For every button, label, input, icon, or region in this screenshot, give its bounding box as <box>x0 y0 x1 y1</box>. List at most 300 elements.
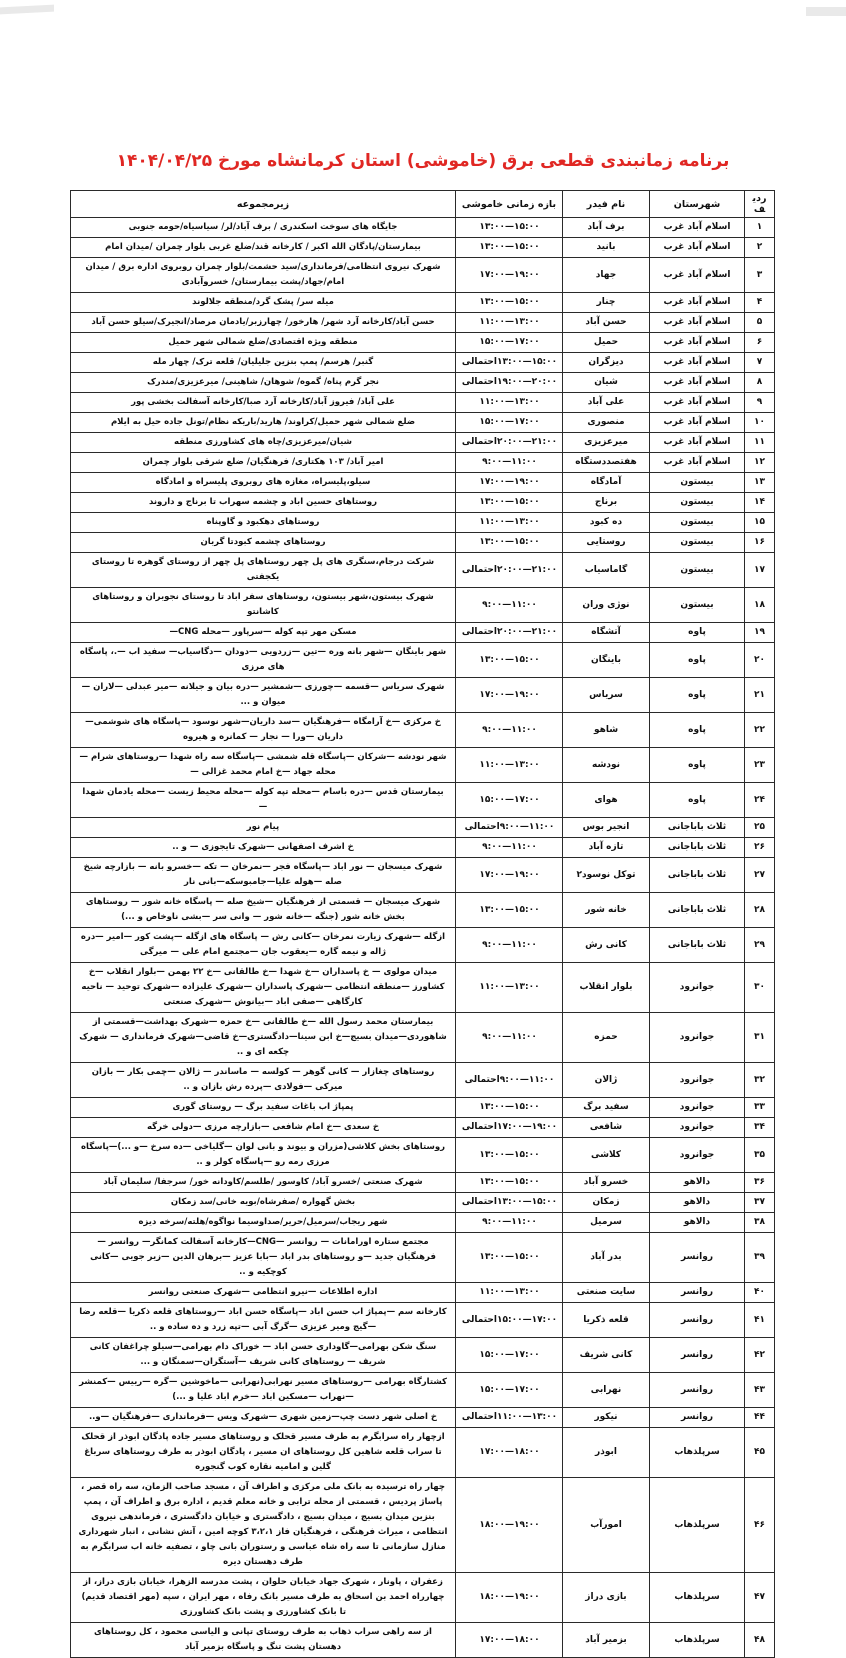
cell-row-number: ۲۲ <box>745 713 775 748</box>
cell-feeder: بدر آباد <box>563 1233 650 1283</box>
cell-feeder: بانید <box>563 238 650 258</box>
cell-time <box>456 1573 563 1623</box>
cell-areas: روستاهای دهکبود و گاوپناه <box>71 513 456 533</box>
cell-feeder: نیکور <box>563 1408 650 1428</box>
time-range: ۱۳:۰۰—۱۵:۰۰ <box>479 497 540 507</box>
cell-areas: شیان/میرعزیزی/چاه های کشاورزی منطقه <box>71 433 456 453</box>
table-row <box>71 238 775 258</box>
cell-areas: شهرک صنعتی /خسرو آباد/ کاوسور /طلسم/کاودانه خور/ سرجفا/ سلیمان آباد <box>71 1173 456 1193</box>
time-range: ۱۱:۰۰—۱۳:۰۰ <box>479 517 540 527</box>
cell-areas: بخش گهواره /صفرشاه/بویه خانی/سد زمکان <box>71 1193 456 1213</box>
cell-county: ثلاث باباجانی <box>650 818 745 838</box>
time-range: ۹:۰۰—۱۱:۰۰ <box>482 724 537 735</box>
cell-feeder: شافعی <box>563 1118 650 1138</box>
cell-feeder: هوای <box>563 783 650 818</box>
cell-time <box>456 818 563 838</box>
cell-feeder: قلعه ذکریا <box>563 1303 650 1338</box>
cell-row-number: ۴۸ <box>745 1623 775 1658</box>
time-range: ۱۷:۰۰—۱۹:۰۰ <box>479 477 540 487</box>
time-range: ۱۳:۰۰—۱۵:۰۰ <box>479 904 540 915</box>
time-note: احتمالی <box>464 822 500 832</box>
time-range: ۹:۰۰—۱۱:۰۰ <box>482 939 537 950</box>
cell-feeder: روستایی <box>563 533 650 553</box>
cell-row-number: ۴۰ <box>745 1283 775 1303</box>
cell-areas: حسن آباد/کارخانه آرد شهر/ هارخور/ چهارزبر/یادمان مرصاد/انجیرک/سیلو حسن آباد <box>71 313 456 333</box>
cell-areas: کشتارگاه بهرامی —روستاهای مسیر نهرابی(نهرابی —ماخوشین —گره —رییس —کمنشر —نهراب —مسکین اباد —خرم اباد علیا و ...) <box>71 1373 456 1408</box>
col-header-areas: زیرمجموعه <box>71 191 456 218</box>
time-range: ۹:۰۰—۱۱:۰۰ <box>482 842 537 852</box>
col-header-row-number: ردیف <box>745 191 775 218</box>
cell-areas: سیلو،پلیسراه، مغازه های روبروی پلیسراه و امادگاه <box>71 473 456 493</box>
table-row <box>71 513 775 533</box>
cell-county: اسلام آباد غرب <box>650 373 745 393</box>
cell-county: جوانرود <box>650 1098 745 1118</box>
cell-county: روانسر <box>650 1283 745 1303</box>
cell-row-number: ۳۴ <box>745 1118 775 1138</box>
table-row <box>71 1373 775 1408</box>
table-row <box>71 588 775 623</box>
cell-row-number: ۲۳ <box>745 748 775 783</box>
cell-county: سرپلذهاب <box>650 1573 745 1623</box>
table-row <box>71 1213 775 1233</box>
cell-row-number: ۸ <box>745 373 775 393</box>
table-row <box>71 1098 775 1118</box>
time-note: احتمالی <box>461 377 497 387</box>
cell-row-number: ۲۷ <box>745 858 775 893</box>
cell-county: اسلام آباد غرب <box>650 258 745 293</box>
cell-areas: شهرک سریاس —قسمه —چورزی —شمشیر —دره بیان و جیلانه —میر عبدلی —لاران —میوان و ... <box>71 678 456 713</box>
time-range: ۱۵:۰۰—۱۷:۰۰ <box>479 1349 540 1360</box>
cell-county: پاوه <box>650 713 745 748</box>
cell-time <box>456 1478 563 1573</box>
cell-county: ثلاث باباجانی <box>650 838 745 858</box>
cell-time <box>456 1098 563 1118</box>
cell-areas: روستاهای حسین اباد و چشمه سهراب تا برناج و داروند <box>71 493 456 513</box>
time-note: احتمالی <box>461 1197 497 1207</box>
cell-feeder: میرعزیزی <box>563 433 650 453</box>
cell-time <box>456 493 563 513</box>
cell-areas: شرکت درجام،سنگری های پل چهر روستاهای پل چهر از روستای گوهره تا روستای یکجفتی <box>71 553 456 588</box>
cell-areas: میله سر/ پشک گرد/منطقه جلالوند <box>71 293 456 313</box>
cell-time <box>456 238 563 258</box>
cell-county: اسلام آباد غرب <box>650 293 745 313</box>
time-range: ۱۱:۰۰—۱۳:۰۰ <box>479 982 540 992</box>
cell-row-number: ۳۸ <box>745 1213 775 1233</box>
cell-feeder: باینگان <box>563 643 650 678</box>
col-header-feeder: نام فیدر <box>563 191 650 218</box>
cell-feeder: آمادگاه <box>563 473 650 493</box>
cell-county: جوانرود <box>650 1138 745 1173</box>
cell-county: روانسر <box>650 1303 745 1338</box>
cell-feeder: علی آباد <box>563 393 650 413</box>
cell-areas: روستاهای چغازار — کانی گوهر — کولسه — ماساندر — ژالان —چمی بکار — بازان میرکی —فولادی —پرده رش بازان و .. <box>71 1063 456 1098</box>
cell-areas: شهرک میسجان — نور اباد —پاسگاه فجر —نمرخان — تکه —خسرو بانه — بازارچه شیخ صله —هوله علیا—جامبوسکه—بانی نار <box>71 858 456 893</box>
cell-county: دالاهو <box>650 1173 745 1193</box>
cell-areas: ضلع شمالی شهر حمیل/کراوند/ هارید/باریکه نظام/تونل جاده حیل به ایلام <box>71 413 456 433</box>
cell-feeder: سایت صنعتی <box>563 1283 650 1303</box>
cell-row-number: ۳۰ <box>745 963 775 1013</box>
cell-row-number: ۵ <box>745 313 775 333</box>
col-header-time: بازه زمانی خاموشی <box>456 191 563 218</box>
cell-areas: از سه راهی سراب ذهاب به طرف روستای تپانی و الیاسی محمود ، کل روستاهای دهستان پشت تنگ و پاسگاه بزمیر آباد <box>71 1623 456 1658</box>
time-range: ۱۳:۰۰—۱۵:۰۰ <box>497 1197 558 1207</box>
time-range: ۱۱:۰۰—۱۳:۰۰ <box>479 317 540 327</box>
cell-row-number: ۳۶ <box>745 1173 775 1193</box>
time-range: ۱۵:۰۰—۱۷:۰۰ <box>497 1314 558 1325</box>
cell-feeder: حسن آباد <box>563 313 650 333</box>
cell-row-number: ۱۲ <box>745 453 775 473</box>
cell-row-number: ۴۱ <box>745 1303 775 1338</box>
time-range: ۱۷:۰۰—۱۹:۰۰ <box>479 269 540 280</box>
cell-county: دالاهو <box>650 1213 745 1233</box>
time-range: ۲۰:۰۰—۲۱:۰۰ <box>497 437 558 447</box>
cell-feeder: بلوار انقلاب <box>563 963 650 1013</box>
cell-county: جوانرود <box>650 1063 745 1098</box>
cell-row-number: ۴۷ <box>745 1573 775 1623</box>
time-range: ۱۳:۰۰—۱۵:۰۰ <box>479 654 540 665</box>
cell-row-number: ۱۳ <box>745 473 775 493</box>
cell-areas: پمپاژ اب باغات سفید برگ — روستای گوری <box>71 1098 456 1118</box>
cell-row-number: ۳۵ <box>745 1138 775 1173</box>
cell-row-number: ۳۳ <box>745 1098 775 1118</box>
cell-time <box>456 258 563 293</box>
cell-row-number: ۲۴ <box>745 783 775 818</box>
table-row <box>71 713 775 748</box>
table-row <box>71 838 775 858</box>
cell-feeder: چنار <box>563 293 650 313</box>
cell-areas: منطقه ویژه اقتصادی/ضلع شمالی شهر حمیل <box>71 333 456 353</box>
time-range: ۱۳:۰۰—۱۵:۰۰ <box>479 1177 540 1187</box>
table-row <box>71 1138 775 1173</box>
cell-row-number: ۱۷ <box>745 553 775 588</box>
cell-areas: شهرک نیروی انتظامی/فرمانداری/سید حشمت/بلوار چمران روبروی اداره برق / میدان امام/جهاد/پشت بیمارستان/ خسروآبادی <box>71 258 456 293</box>
cell-areas: کارخانه سم —پمپاژ اب حسن اباد —پاسگاه حسن اباد —روستاهای قلعه ذکریا —قلعه رضا —گیج ومیر عزیزی —گرگ آبی —تپه زرد و ده ساده و .. <box>71 1303 456 1338</box>
cell-county: جوانرود <box>650 963 745 1013</box>
cell-row-number: ۳۲ <box>745 1063 775 1098</box>
cell-row-number: ۲۸ <box>745 893 775 928</box>
cell-feeder: کانی رش <box>563 928 650 963</box>
cell-feeder: شیان <box>563 373 650 393</box>
cell-time <box>456 748 563 783</box>
col-header-county: شهرستان <box>650 191 745 218</box>
table-row <box>71 678 775 713</box>
cell-feeder: هفتصددستگاه <box>563 453 650 473</box>
time-note: احتمالی <box>461 1412 497 1422</box>
time-range: ۲۰:۰۰—۲۱:۰۰ <box>497 627 558 637</box>
cell-time <box>456 373 563 393</box>
time-range: ۱۸:۰۰—۱۹:۰۰ <box>479 1519 540 1530</box>
table-row <box>71 553 775 588</box>
cell-county: اسلام آباد غرب <box>650 393 745 413</box>
cell-feeder: خسرو آباد <box>563 1173 650 1193</box>
time-range: ۱۷:۰۰—۱۹:۰۰ <box>497 1122 558 1132</box>
table-row <box>71 1118 775 1138</box>
cell-feeder: برف آباد <box>563 218 650 238</box>
cell-time <box>456 1193 563 1213</box>
table-row <box>71 1428 775 1478</box>
cell-feeder: امورآب <box>563 1478 650 1573</box>
time-note: احتمالی <box>461 564 497 575</box>
cell-areas: زعفران ، پاونار ، شهرک جهاد خیابان حلوان ، پشت مدرسه الزهرا، خیابان بازی دراز، از چهارراه احمد بن اسحاق به طرف مسیر بانک رفاه ، مهر ایران ، سپه (مهر اقتصاد قدیم) تا بانک کشاورزی و پشت بانک کشاورزی <box>71 1573 456 1623</box>
scan-artifact-top-right <box>806 7 846 16</box>
cell-areas: شهر ریجاب/سرمیل/حریر/صداوسیما نواگوه/هلته/سرخه دیزه <box>71 1213 456 1233</box>
time-range: ۱۳:۰۰—۱۵:۰۰ <box>479 1149 540 1160</box>
time-range: ۱۱:۰۰—۱۳:۰۰ <box>479 759 540 770</box>
table-row <box>71 373 775 393</box>
table-row <box>71 353 775 373</box>
time-range: ۱۳:۰۰—۱۵:۰۰ <box>479 1252 540 1262</box>
cell-time <box>456 1118 563 1138</box>
cell-time <box>456 513 563 533</box>
cell-row-number: ۳۹ <box>745 1233 775 1283</box>
time-note: احتمالی <box>464 1074 500 1085</box>
time-range: ۱۳:۰۰—۱۵:۰۰ <box>479 537 540 547</box>
time-note: احتمالی <box>461 437 497 447</box>
cell-county: سرپلذهاب <box>650 1478 745 1573</box>
cell-areas: خ مرکزی —خ آرامگاه —فرهنگیان —سد داریان—شهر نوسود —پاسگاه های شوشمی—داریان —ورا — نجار — کمانره و هیروه <box>71 713 456 748</box>
cell-time <box>456 1303 563 1338</box>
cell-county: پاوه <box>650 643 745 678</box>
table-row <box>71 1193 775 1213</box>
cell-county: سرپلذهاب <box>650 1428 745 1478</box>
table-body <box>71 218 775 1658</box>
cell-county: بیستون <box>650 493 745 513</box>
table-row <box>71 1233 775 1283</box>
table-row <box>71 493 775 513</box>
cell-feeder: نودشه <box>563 748 650 783</box>
cell-county: پاوه <box>650 678 745 713</box>
cell-time <box>456 533 563 553</box>
table-row <box>71 218 775 238</box>
cell-time <box>456 393 563 413</box>
cell-row-number: ۱ <box>745 218 775 238</box>
time-range: ۱۳:۰۰—۱۵:۰۰ <box>479 242 540 252</box>
cell-areas: مجتمع ستاره اورامانات — روانسر —CNG—کارخانه آسفالت کمانگر— روانسر — فرهنگیان جدید —و روستاهای بدر اباد —بابا عزیز —برهان الدین —زیر جویی —کانی کوچکیه و .. <box>71 1233 456 1283</box>
cell-areas: روستاهای بخش کلاشی(مزران و بیوند و بانی لوان —گلیاخی —ده سرخ —و ...)—پاسگاه مرزی رمه رو —پاسگاه کولر و .. <box>71 1138 456 1173</box>
table-row <box>71 293 775 313</box>
table-row <box>71 643 775 678</box>
cell-time <box>456 353 563 373</box>
table-row <box>71 623 775 643</box>
cell-feeder: نهرابی <box>563 1373 650 1408</box>
time-range: ۱۷:۰۰—۱۹:۰۰ <box>479 689 540 700</box>
cell-feeder: توکل نوسود۲ <box>563 858 650 893</box>
table-row <box>71 413 775 433</box>
time-range: ۱۵:۰۰—۱۷:۰۰ <box>479 337 540 347</box>
table-row <box>71 1303 775 1338</box>
time-range: ۱۳:۰۰—۱۵:۰۰ <box>479 222 540 232</box>
cell-feeder: بازی دراز <box>563 1573 650 1623</box>
time-note: احتمالی <box>461 357 497 367</box>
cell-feeder: خانه شور <box>563 893 650 928</box>
cell-county: پاوه <box>650 623 745 643</box>
cell-areas: امیر آباد/ ۱۰۳ هکتاری/ فرهنگیان/ ضلع شرقی بلوار چمران <box>71 453 456 473</box>
time-range: ۱۵:۰۰—۱۷:۰۰ <box>479 1384 540 1395</box>
page-title: برنامه زمانبندی قطعی برق (خاموشی) استان کرمانشاه مورخ ۱۴۰۴/۰۴/۲۵ <box>116 151 730 171</box>
cell-time <box>456 333 563 353</box>
cell-feeder: حمزه <box>563 1013 650 1063</box>
cell-feeder: جهاد <box>563 258 650 293</box>
cell-time <box>456 1373 563 1408</box>
cell-row-number: ۱۵ <box>745 513 775 533</box>
cell-county: پاوه <box>650 783 745 818</box>
cell-county: ثلاث باباجانی <box>650 893 745 928</box>
cell-time <box>456 1233 563 1283</box>
cell-feeder: سریاس <box>563 678 650 713</box>
cell-areas: پیام نور <box>71 818 456 838</box>
cell-areas: خ اشرف اصفهانی —شهرک تایجوزی — و .. <box>71 838 456 858</box>
time-range: ۹:۰۰—۱۱:۰۰ <box>482 1032 537 1042</box>
cell-feeder: کلاشی <box>563 1138 650 1173</box>
cell-row-number: ۳۱ <box>745 1013 775 1063</box>
cell-areas: اداره اطلاعات —نیرو انتظامی —شهرک صنعتی روانسر <box>71 1283 456 1303</box>
cell-row-number: ۱۸ <box>745 588 775 623</box>
cell-county: اسلام آباد غرب <box>650 453 745 473</box>
cell-row-number: ۲۵ <box>745 818 775 838</box>
time-note: احتمالی <box>461 1314 497 1325</box>
cell-time <box>456 678 563 713</box>
cell-county: بیستون <box>650 473 745 493</box>
cell-time <box>456 553 563 588</box>
table-row <box>71 818 775 838</box>
cell-row-number: ۱۶ <box>745 533 775 553</box>
table-row <box>71 928 775 963</box>
cell-feeder: برناج <box>563 493 650 513</box>
cell-county: جوانرود <box>650 1013 745 1063</box>
time-note: احتمالی <box>461 1122 497 1132</box>
cell-time <box>456 413 563 433</box>
cell-feeder: زمکان <box>563 1193 650 1213</box>
cell-time <box>456 838 563 858</box>
cell-feeder: ده کبود <box>563 513 650 533</box>
table-row <box>71 1283 775 1303</box>
cell-row-number: ۴۴ <box>745 1408 775 1428</box>
outage-schedule-table <box>70 190 775 1658</box>
cell-county: ثلاث باباجانی <box>650 858 745 893</box>
cell-areas: شهر باینگان —شهر بانه وره —تین —زردویی —دودان —دگاسیاب— سفید اب —.، پاسگاه های مرزی <box>71 643 456 678</box>
cell-areas: نجر گرم پناه/ گموه/ شوهان/ شاهینی/ میرعزیزی/مندرک <box>71 373 456 393</box>
cell-row-number: ۲ <box>745 238 775 258</box>
cell-time <box>456 623 563 643</box>
cell-row-number: ۱۴ <box>745 493 775 513</box>
table-row <box>71 258 775 293</box>
cell-areas: گنبر/ هرسم/ پمپ بنزین جلیلیان/ قلعه ترک/ چهار مله <box>71 353 456 373</box>
cell-time <box>456 313 563 333</box>
table-row <box>71 963 775 1013</box>
cell-row-number: ۹ <box>745 393 775 413</box>
time-range: ۱۳:۰۰—۱۵:۰۰ <box>479 297 540 307</box>
time-range: ۹:۰۰—۱۱:۰۰ <box>482 599 537 610</box>
cell-county: بیستون <box>650 588 745 623</box>
cell-row-number: ۴۳ <box>745 1373 775 1408</box>
cell-county: اسلام آباد غرب <box>650 333 745 353</box>
time-range: ۱۹:۰۰—۲۰:۰۰ <box>497 377 558 387</box>
cell-feeder: گاماسیاب <box>563 553 650 588</box>
cell-time <box>456 1138 563 1173</box>
time-range: ۱۵:۰۰—۱۷:۰۰ <box>479 794 540 805</box>
table-row <box>71 1173 775 1193</box>
cell-county: بیستون <box>650 533 745 553</box>
cell-county: سرپلذهاب <box>650 1623 745 1658</box>
table-row <box>71 783 775 818</box>
cell-areas: بیمارستان/پادگان الله اکبر / کارخانه قند/ضلع غربی بلوار چمران /میدان امام <box>71 238 456 258</box>
cell-areas: سنگ شکن بهرامی—گاوداری حسن اباد — خوراک دام بهرامی—سیلو چراغفان کانی شریف — روستاهای کانی شریف —آستگران—سمنگان و ... <box>71 1338 456 1373</box>
cell-time <box>456 858 563 893</box>
cell-areas: علی آباد/ فیروز آباد/کارخانه آرد صبا/کارخانه آسفالت بخشی پور <box>71 393 456 413</box>
cell-feeder: ابوذر <box>563 1428 650 1478</box>
cell-county: اسلام آباد غرب <box>650 433 745 453</box>
cell-time <box>456 218 563 238</box>
cell-time <box>456 1063 563 1098</box>
table-row <box>71 313 775 333</box>
cell-feeder: بزمیر آباد <box>563 1623 650 1658</box>
cell-county: روانسر <box>650 1408 745 1428</box>
cell-row-number: ۷ <box>745 353 775 373</box>
table-row <box>71 1478 775 1573</box>
cell-county: اسلام آباد غرب <box>650 218 745 238</box>
cell-areas: جایگاه های سوخت اسکندری / برف آباد/لر/ سیاسیاه/حومه جنوبی <box>71 218 456 238</box>
cell-row-number: ۲۶ <box>745 838 775 858</box>
table-row <box>71 893 775 928</box>
cell-row-number: ۲۹ <box>745 928 775 963</box>
cell-row-number: ۶ <box>745 333 775 353</box>
cell-feeder: سرمیل <box>563 1213 650 1233</box>
time-range: ۹:۰۰—۱۱:۰۰ <box>482 1217 537 1227</box>
table-row <box>71 433 775 453</box>
cell-time <box>456 893 563 928</box>
cell-time <box>456 963 563 1013</box>
time-range: ۱۱:۰۰—۱۳:۰۰ <box>479 1287 540 1297</box>
cell-county: اسلام آباد غرب <box>650 313 745 333</box>
cell-feeder: انجیر بوس <box>563 818 650 838</box>
cell-time <box>456 1173 563 1193</box>
table-row <box>71 333 775 353</box>
time-range: ۱۳:۰۰—۱۵:۰۰ <box>497 357 558 367</box>
cell-county: جوانرود <box>650 1118 745 1138</box>
time-range: ۱۱:۰۰—۱۳:۰۰ <box>497 1412 558 1422</box>
cell-time <box>456 1013 563 1063</box>
cell-time <box>456 293 563 313</box>
cell-row-number: ۱۰ <box>745 413 775 433</box>
time-range: ۱۵:۰۰—۱۷:۰۰ <box>479 417 540 427</box>
cell-row-number: ۴ <box>745 293 775 313</box>
table-row <box>71 1063 775 1098</box>
cell-time <box>456 643 563 678</box>
cell-row-number: ۴۵ <box>745 1428 775 1478</box>
table-row <box>71 1408 775 1428</box>
cell-areas: خ اصلی شهر دست چپ—زمین شهری —شهرک ویس —فرمانداری —فرهنگیان —و.. <box>71 1408 456 1428</box>
cell-county: اسلام آباد غرب <box>650 413 745 433</box>
cell-feeder: دیزگران <box>563 353 650 373</box>
cell-areas: بیمارستان محمد رسول الله —خ طالقانی —خ حمزه —شهرک بهداشت—قسمتی از شاهوردی—میدان بسیج—خ ابن سینا—دادگستری—خ قاضی—شهرک فرمانداری — شهرک چکعه ای و .. <box>71 1013 456 1063</box>
cell-feeder: تازه آباد <box>563 838 650 858</box>
cell-county: دالاهو <box>650 1193 745 1213</box>
cell-time <box>456 1623 563 1658</box>
cell-areas: چهار راه ترسیده به بانک ملی مرکزی و اطراف آن ، مسجد صاحب الزمان، سه راه قصر ، پاساژ پردیس ، قسمتی از محله ترابی و خانه معلم قدیم ، اداره برق و اطراف آن ، پمپ بنزین میدان بسیج ، میدان بسیج ، دادگستری و خیابان دادگستری ، فرماندهی نیروی انتظامی ، میراث فرهنگی ، فرهنگیان فاز ۳،۲،۱ کوچه امین ، آتش نشانی ، انبار شهرداری منازل سازمانی تا سه راه شاه عباسی و رستوران بانی چاو ، تصفیه خانه اب سرابگرم به طرف دهستان دیره <box>71 1478 456 1573</box>
cell-time <box>456 473 563 493</box>
time-range: ۱۸:۰۰—۱۹:۰۰ <box>479 1592 540 1602</box>
cell-areas: شهرک میسجان — قسمتی از فرهنگیان —شیخ صله — پاسگاه خانه شور — روستاهای بخش خانه شور (جنگه —خانه شور — وانی سر —بشی ناوخاص و ...) <box>71 893 456 928</box>
cell-county: پاوه <box>650 748 745 783</box>
cell-areas: روستاهای چشمه کبودتا گربان <box>71 533 456 553</box>
cell-county: ثلاث باباجانی <box>650 928 745 963</box>
cell-row-number: ۱۹ <box>745 623 775 643</box>
table-row <box>71 1623 775 1658</box>
cell-row-number: ۱۱ <box>745 433 775 453</box>
cell-county: بیستون <box>650 553 745 588</box>
time-range: ۱۳:۰۰—۱۵:۰۰ <box>479 1102 540 1112</box>
cell-feeder: نوژی وران <box>563 588 650 623</box>
